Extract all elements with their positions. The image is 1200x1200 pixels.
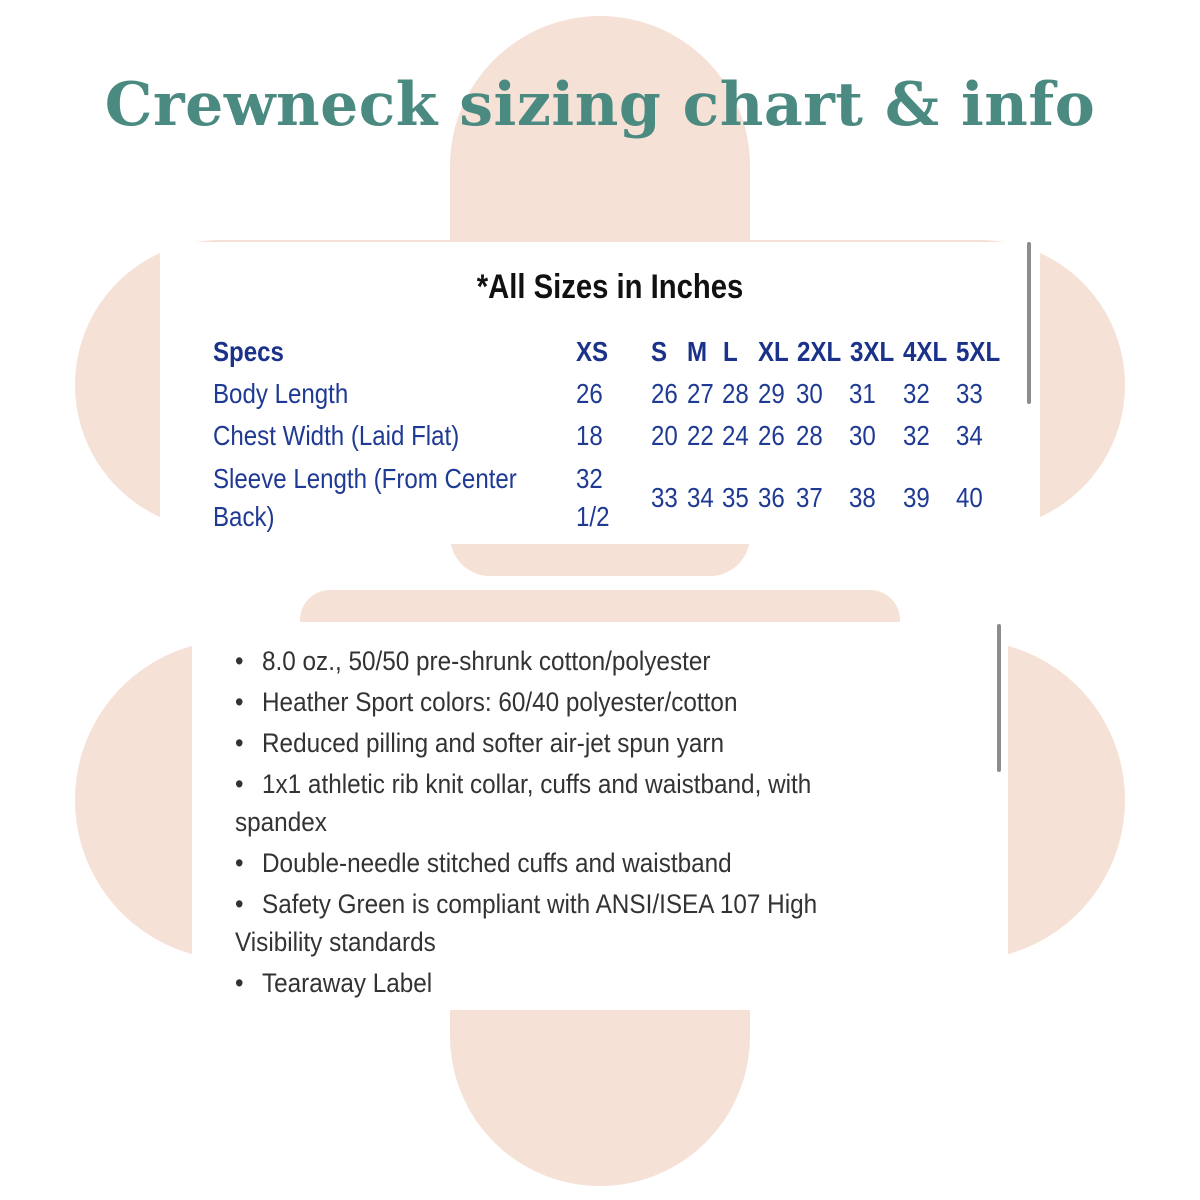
list-item: • Reduced pilling and softer air-jet spun yarn: [235, 724, 937, 762]
column-header: 4XL: [903, 336, 948, 367]
table-cell: 27: [687, 378, 714, 409]
table-cell: 32: [903, 420, 930, 451]
row-label: Back): [213, 501, 275, 532]
column-header: Specs: [213, 336, 284, 367]
table-cell: 33: [956, 378, 983, 409]
list-item: • 1x1 athletic rib knit collar, cuffs and waistband, with spandex: [235, 765, 937, 841]
row-label: Body Length: [213, 378, 349, 409]
column-header: M: [687, 336, 708, 367]
features-list: [235, 642, 935, 1005]
table-cell: 40: [956, 482, 983, 513]
table-cell: 26: [758, 420, 785, 451]
table-cell: 30: [796, 378, 823, 409]
table-cell: 28: [796, 420, 823, 451]
table-cell: 32: [903, 378, 930, 409]
column-header: 3XL: [850, 336, 895, 367]
bullet-icon: •: [235, 687, 244, 717]
bullet-icon: •: [235, 889, 244, 919]
table-cell: 36: [758, 482, 785, 513]
bullet-icon: •: [235, 848, 244, 878]
table-cell: 38: [849, 482, 876, 513]
page-title: Crewneck sizing chart & info: [104, 70, 1096, 140]
table-cell: 30: [849, 420, 876, 451]
list-item: • Safety Green is compliant with ANSI/ISEA 107 High Visibility standards: [235, 885, 937, 961]
column-header: XL: [758, 336, 789, 367]
column-header: 5XL: [956, 336, 1001, 367]
table-cell: 35: [722, 482, 749, 513]
bullet-icon: •: [235, 968, 244, 998]
list-item: • Tearaway Label: [235, 964, 937, 1002]
row-label: Sleeve Length (From Center: [213, 463, 517, 494]
table-cell: 26: [651, 378, 678, 409]
list-item: • Heather Sport colors: 60/40 polyester/cotton: [235, 683, 937, 721]
bullet-icon: •: [235, 646, 244, 676]
column-header: 2XL: [797, 336, 842, 367]
table-cell: 1/2: [576, 501, 610, 532]
bullet-icon: •: [235, 769, 244, 799]
table-cell: 29: [758, 378, 785, 409]
scrollbar[interactable]: [1027, 242, 1031, 404]
table-cell: 39: [903, 482, 930, 513]
table-cell: 31: [849, 378, 876, 409]
table-cell: 28: [722, 378, 749, 409]
table-cell: 37: [796, 482, 823, 513]
table-cell: 34: [956, 420, 983, 451]
bullet-icon: •: [235, 728, 244, 758]
table-cell: 24: [722, 420, 749, 451]
table-cell: 20: [651, 420, 678, 451]
column-header: S: [651, 336, 668, 367]
table-cell: 26: [576, 378, 603, 409]
row-label: Chest Width (Laid Flat): [213, 420, 460, 451]
list-item: • 8.0 oz., 50/50 pre-shrunk cotton/polyester: [235, 642, 937, 680]
table-cell: 34: [687, 482, 714, 513]
size-table-heading: *All Sizes in Inches: [476, 268, 744, 306]
table-cell: 32: [576, 463, 603, 494]
table-cell: 18: [576, 420, 603, 451]
column-header: XS: [576, 336, 609, 367]
list-item: • Double-needle stitched cuffs and waistband: [235, 844, 937, 882]
column-header: L: [723, 336, 738, 367]
table-cell: 22: [687, 420, 714, 451]
table-cell: 33: [651, 482, 678, 513]
scrollbar[interactable]: [997, 624, 1001, 772]
